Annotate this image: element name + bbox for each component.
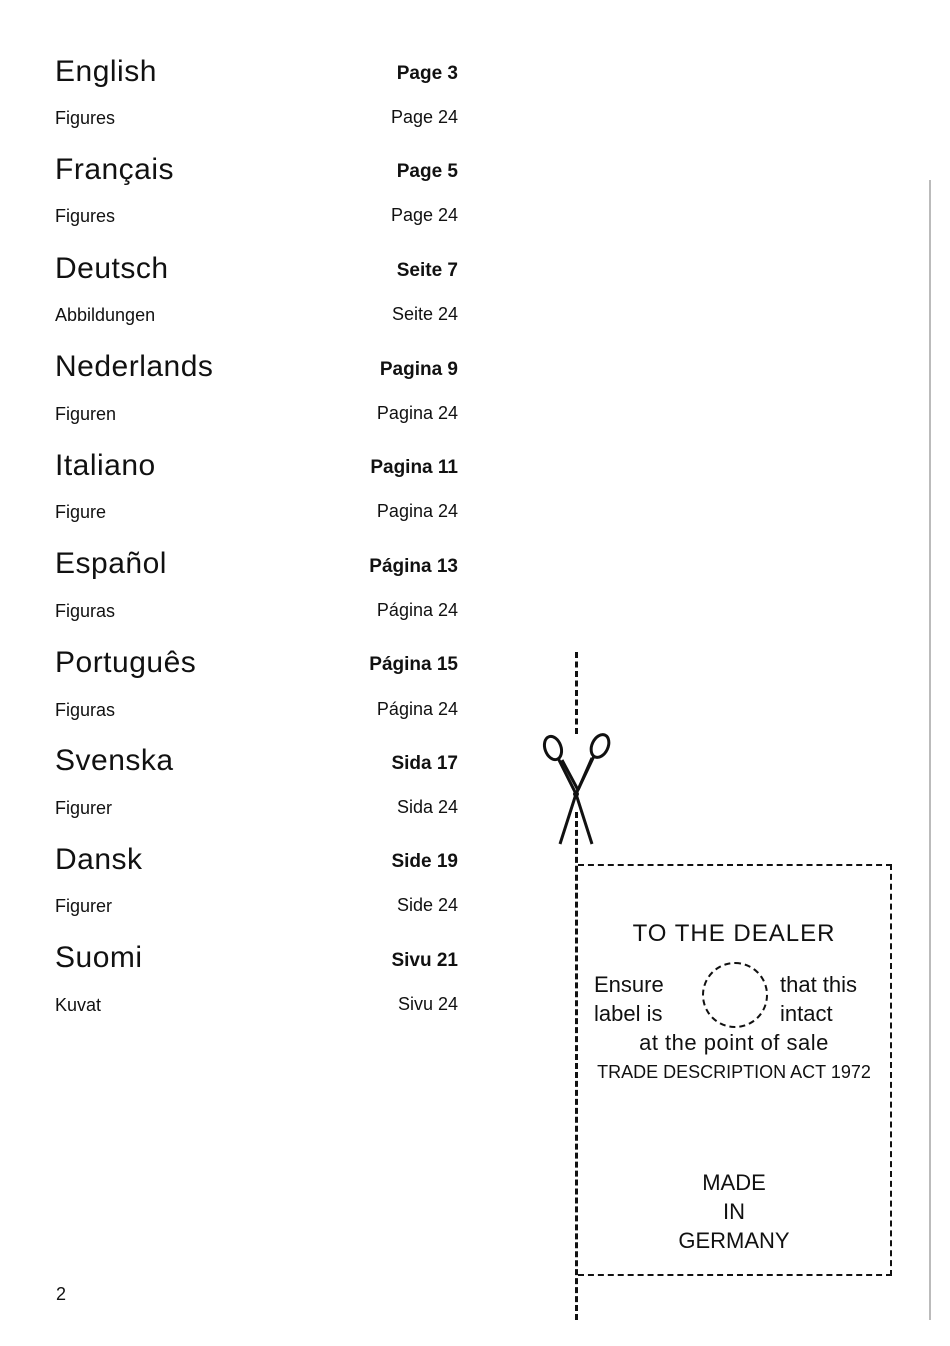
toc-page-francais[interactable]: Page 5 (396, 161, 458, 182)
toc-sub-label: Figures (55, 206, 116, 226)
dealer-title: TO THE DEALER (632, 920, 836, 947)
toc-language-suomi[interactable]: Suomi (55, 941, 143, 974)
intact-text: that this intact (780, 972, 858, 1026)
toc-sub-page[interactable]: Seite 24 (391, 304, 458, 324)
toc-sub-label: Figuren (55, 404, 117, 424)
page-number: 2 (56, 1284, 67, 1304)
toc-sub-label: Figurer (55, 896, 113, 916)
toc-sub-page[interactable]: Side 24 (396, 895, 458, 915)
ensure-text: Ensure label is (594, 972, 664, 1026)
point-of-sale-text: at the point of sale (639, 1030, 829, 1055)
trade-description-act: TRADE DESCRIPTION ACT 1972 (597, 1062, 871, 1082)
seal-circle-icon (702, 962, 768, 1028)
cut-line-top (575, 652, 578, 734)
toc-sub-page[interactable]: Page 24 (390, 205, 458, 225)
toc-page-italiano[interactable]: Pagina 11 (370, 457, 458, 478)
toc-language-svenska[interactable]: Svenska (55, 744, 174, 777)
toc-sub-page[interactable]: Página 24 (376, 699, 458, 719)
toc-sub-label: Figurer (55, 798, 113, 818)
toc-page-deutsch[interactable]: Seite 7 (396, 260, 458, 281)
toc-page-svenska[interactable]: Sida 17 (391, 753, 458, 774)
toc-sub-label: Figures (55, 108, 116, 128)
toc-language-dansk[interactable]: Dansk (55, 843, 143, 876)
toc-sub-label: Kuvat (55, 995, 102, 1015)
toc-sub-page[interactable]: Pagina 24 (376, 403, 458, 423)
table-of-contents (0, 0, 470, 1346)
toc-language-italiano[interactable]: Italiano (55, 449, 156, 482)
toc-language-francais[interactable]: Français (55, 153, 175, 186)
toc-page-english[interactable]: Page 3 (396, 63, 458, 84)
toc-sub-page[interactable]: Página 24 (376, 600, 458, 620)
toc-sub-page[interactable]: Page 24 (390, 107, 458, 127)
toc-sub-label: Figuras (55, 601, 116, 621)
toc-page-espanol[interactable]: Página 13 (369, 556, 458, 577)
toc-page-portugues[interactable]: Página 15 (369, 654, 458, 675)
toc-language-portugues[interactable]: Português (55, 646, 197, 679)
toc-page-dansk[interactable]: Side 19 (391, 851, 458, 872)
made-in-germany: MADE IN GERMANY (678, 1170, 790, 1253)
toc-language-nederlands[interactable]: Nederlands (55, 350, 214, 383)
toc-sub-label: Figure (55, 502, 107, 522)
toc-page-nederlands[interactable]: Pagina 9 (379, 359, 458, 380)
toc-sub-page[interactable]: Sivu 24 (397, 994, 458, 1014)
toc-language-english[interactable]: English (55, 55, 157, 88)
toc-sub-page[interactable]: Sida 24 (396, 797, 458, 817)
toc-sub-label: Abbildungen (55, 305, 156, 325)
toc-language-espanol[interactable]: Español (55, 547, 167, 580)
toc-page-suomi[interactable]: Sivu 21 (391, 950, 458, 971)
dealer-label (578, 864, 892, 1276)
toc-sub-page[interactable]: Pagina 24 (376, 501, 458, 521)
scissors-icon (540, 732, 614, 850)
toc-sub-label: Figuras (55, 700, 116, 720)
toc-language-deutsch[interactable]: Deutsch (55, 252, 169, 285)
page-edge-shadow (929, 180, 931, 1320)
